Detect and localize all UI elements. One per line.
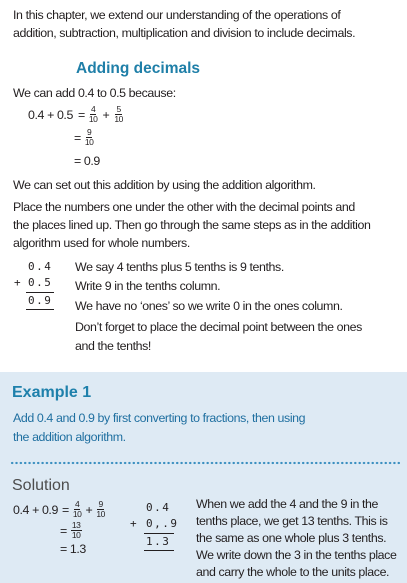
fraction-working-row-1 bbox=[28, 105, 124, 124]
fraction-4-10: $\frac{4}{10}$ bbox=[88, 104, 98, 124]
explain-line-1: When we add the 4 and the 9 in the bbox=[196, 497, 379, 511]
step-3: We have no ‘ones’ so we write 0 in the ones column. bbox=[75, 299, 343, 313]
fraction-9-10: $\frac{9}{10}$ bbox=[96, 499, 105, 519]
explain-line-2: tenths place, we get 13 tenths. This is bbox=[196, 514, 388, 528]
explain-line-3: the same as one whole plus 3 tenths. bbox=[196, 531, 387, 545]
sum-line-top bbox=[26, 292, 54, 293]
column-row-1: 0.4 bbox=[28, 260, 53, 273]
fraction-5-10: $\frac{5}{10}$ bbox=[114, 104, 123, 124]
fraction-working-row-2 bbox=[74, 128, 95, 147]
intro-line-2: addition, subtraction, multiplication and division to include decimals. bbox=[13, 26, 356, 40]
paragraph-line-1: Place the numbers one under the other with the decimal points and bbox=[13, 200, 355, 214]
plus-sign: + bbox=[102, 107, 110, 122]
solution-column-row-2: 0,.9 bbox=[146, 517, 179, 530]
plus-sign: + bbox=[85, 502, 93, 517]
equals-sign: = bbox=[60, 523, 67, 538]
fraction-9-10: $\frac{9}{10}$ bbox=[84, 127, 94, 147]
column-plus: + bbox=[14, 276, 23, 289]
working-result: = 0.9 bbox=[74, 154, 100, 168]
solution-column-total: 1.3 bbox=[146, 535, 171, 548]
solution-column-row-1: 0.4 bbox=[146, 501, 171, 514]
fraction-4-10: $\frac{4}{10}$ bbox=[72, 499, 82, 519]
solution-title: Solution bbox=[12, 477, 70, 494]
we-can-add-text: We can add 0.4 to 0.5 because: bbox=[13, 86, 176, 100]
sum-line-bottom bbox=[26, 309, 54, 310]
step-1: We say 4 tenths plus 5 tenths is 9 tenths. bbox=[75, 260, 284, 274]
paragraph-line-2: the places lined up. Then go through the same steps as in the addition bbox=[13, 218, 371, 232]
step-2: Write 9 in the tenths column. bbox=[75, 279, 221, 293]
solution-result: = 1.3 bbox=[60, 542, 86, 556]
column-row-2: 0.5 bbox=[28, 276, 53, 289]
paragraph-line-3: algorithm used for whole numbers. bbox=[13, 236, 190, 250]
working-lhs: 0.4 + 0.5 bbox=[28, 107, 73, 122]
step-4-line-2: and the tenths! bbox=[75, 339, 151, 353]
equals-sign: = bbox=[77, 107, 85, 122]
section-heading: Adding decimals bbox=[76, 60, 201, 77]
dotted-divider bbox=[10, 461, 400, 465]
column-total: 0.9 bbox=[28, 294, 53, 307]
explain-line-4: We write down the 3 in the tenths place bbox=[196, 548, 397, 562]
solution-sum-line-bottom bbox=[144, 550, 174, 551]
step-4-line-1: Don’t forget to place the decimal point between the ones bbox=[75, 320, 362, 334]
solution-working-row-2 bbox=[60, 521, 83, 540]
fraction-13-10: $\frac{13}{10}$ bbox=[71, 520, 81, 540]
example-task-line-2: the addition algorithm. bbox=[13, 430, 126, 444]
solution-lhs: 0.4 + 0.9 bbox=[13, 502, 58, 517]
solution-working-row-1 bbox=[13, 500, 106, 519]
example-task-line-1: Add 0.4 and 0.9 by first converting to fractions, then using bbox=[13, 411, 306, 425]
algorithm-intro: We can set out this addition by using the addition algorithm. bbox=[13, 178, 316, 192]
equals-sign: = bbox=[74, 130, 81, 145]
intro-line-1: In this chapter, we extend our understanding of the operations of bbox=[13, 8, 341, 22]
explain-line-5: and carry the whole to the units place. bbox=[196, 565, 390, 579]
solution-sum-line-top bbox=[144, 533, 174, 534]
solution-column-plus: + bbox=[130, 517, 139, 530]
equals-sign: = bbox=[61, 502, 69, 517]
example-title: Example 1 bbox=[12, 384, 92, 401]
